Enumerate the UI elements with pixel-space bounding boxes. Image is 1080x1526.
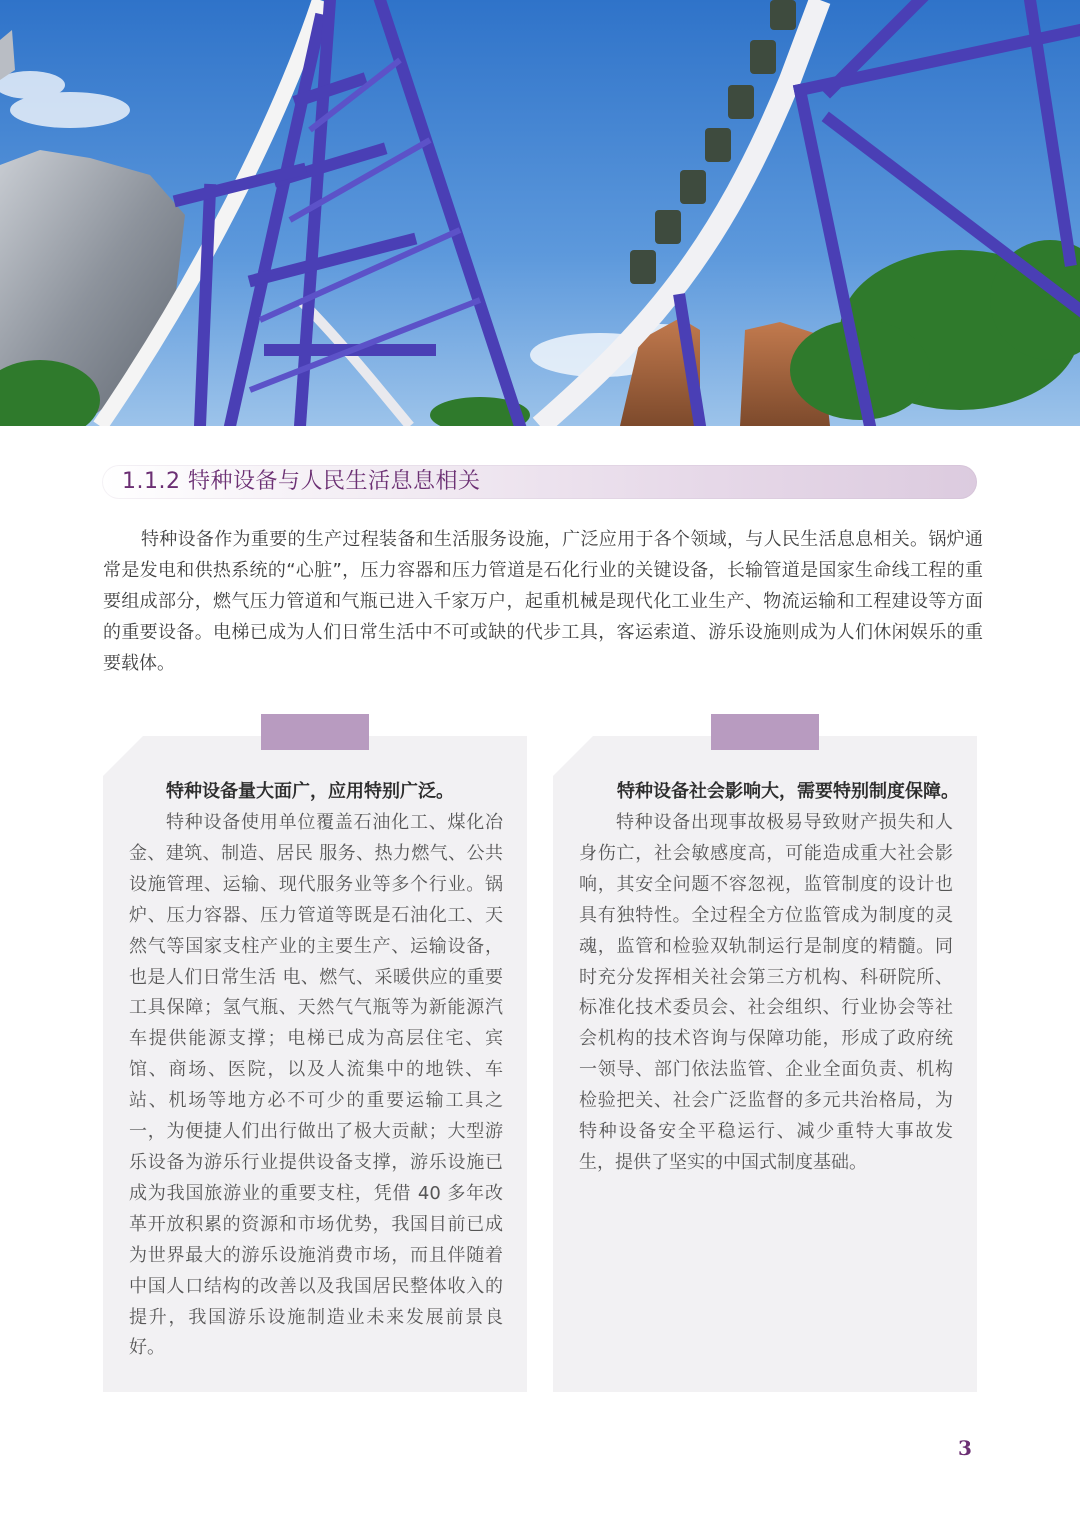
section-title-bar	[102, 465, 977, 499]
card-right-body: 特种设备出现事故极易导致财产损失和人身伤亡，社会敏感度高，可能造成重大社会影响，其安全问题不容忽视，监管制度的设计也具有独特性。全过程全方位监管成为制度的灵魂，监管和检验双轨制运行是制度的精髓。同时充分发挥相关社会第三方机构、科研院所、标准化技术委员会、社会组织、行业协会等社会机构的技术咨询与保障功能，形成了政府统一领导、部门依法监管、企业全面负责、机构检验把关、社会广泛监督的多元共治格局，为特种设备安全平稳运行、减少重特大事故发生，提供了坚实的中国式制度基础。	[579, 812, 953, 1173]
roller-coaster-illustration	[0, 0, 1080, 426]
intro-paragraph: 特种设备作为重要的生产过程装备和生活服务设施，广泛应用于各个领域，与人民生活息息相关。锅炉通常是发电和供热系统的“心脏”，压力容器和压力管道是石化行业的关键设备，长输管道是国家生命线工程的重要组成部分，燃气压力管道和气瓶已进入千家万户，起重机械是现代化工业生产、物流运输和工程建设等方面的重要设备。电梯已成为人们日常生活中不可或缺的代步工具，客运索道、游乐设施则成为人们休闲娱乐的重要载体。	[103, 529, 983, 674]
page-number: 3	[958, 1436, 972, 1460]
section-title: 1.1.2 特种设备与人民生活息息相关	[122, 469, 481, 494]
hero-photo	[0, 0, 1080, 426]
card-right-heading: 特种设备社会影响大，需要特别制度保障。	[617, 781, 959, 802]
card-right-tab	[711, 714, 819, 750]
card-left-tab	[261, 714, 369, 750]
card-left-body: 特种设备使用单位覆盖石油化工、煤化冶金、建筑、制造、居民 服务、热力燃气、公共设施管理、运输、现代服务业等多个行业。锅炉、压力容器、压力管道等既是石油化工、天然气等国家支柱产业的主要生产、运输设备，也是人们日常生活 电、燃气、采暖供应的重要工具保障；氢气瓶、天然气气瓶等为新能源汽车提供能源支撑；电梯已成为高层住宅、宾馆、商场、医院，以及人流集中的地铁、车站、机场等地方必不可少的重要运输工具之一，为便捷人们出行做出了极大贡献；大型游乐设备为游乐行业提供设备支撑，游乐设施已成为我国旅游业的重要支柱，凭借 40 多年改革开放积累的资源和市场优势，我国目前已成为世界最大的游乐设施消费市场，而且伴随着中国人口结构的改善以及我国居民整体收入的提升，我国游乐设施制造业未来发展前景良好。	[129, 812, 503, 1359]
card-left-heading: 特种设备量大面广，应用特别广泛。	[166, 781, 454, 802]
